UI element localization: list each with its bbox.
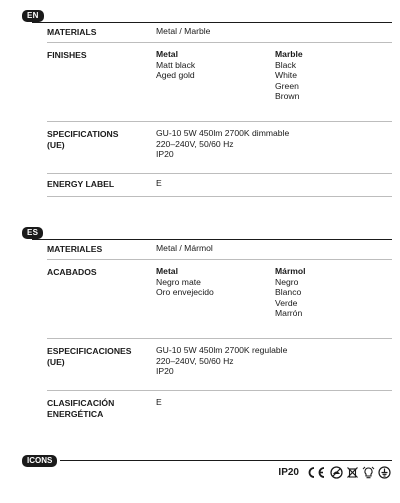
finish-item: Blanco	[275, 287, 302, 297]
finish-heading: Metal	[156, 49, 178, 59]
row-label-line: (UE)	[47, 139, 65, 150]
finish-item: Negro mate	[156, 276, 201, 287]
finish-column-metal	[156, 49, 275, 121]
finish-heading: Marble	[275, 49, 303, 59]
row-label: ACABADOS	[47, 267, 97, 277]
row-label	[47, 345, 156, 390]
row-specifications	[47, 339, 392, 391]
finish-heading: Mármol	[275, 266, 306, 276]
earthing-icon	[378, 466, 391, 479]
row-specifications	[47, 122, 392, 174]
row-label: MATERIALS	[47, 27, 97, 37]
row-materials	[47, 240, 392, 260]
ip-rating-label: IP20	[278, 466, 299, 478]
row-value	[156, 345, 392, 390]
finishes-columns	[156, 266, 392, 338]
row-label	[47, 128, 156, 173]
finish-item: Green	[275, 80, 299, 91]
finishes-columns	[156, 49, 392, 121]
spec-table-en	[47, 23, 392, 197]
row-energy-label	[47, 391, 392, 427]
spec-line: IP20	[156, 149, 174, 159]
ce-mark-icon	[305, 466, 327, 479]
row-energy-label	[47, 174, 392, 197]
row-label-line: (UE)	[47, 356, 65, 367]
certification-icons	[278, 466, 391, 479]
spec-line: 220–240V, 50/60 Hz	[156, 138, 234, 149]
language-tag-es: ES	[22, 227, 43, 239]
finish-column-marble	[275, 266, 392, 338]
spec-line: GU-10 5W 450lm 2700K regulable	[156, 345, 288, 355]
icons-divider	[60, 460, 392, 461]
row-finishes	[47, 260, 392, 339]
row-value: E	[156, 397, 162, 407]
row-value	[156, 128, 392, 173]
finish-item: Oro envejecido	[156, 287, 214, 297]
spec-line: GU-10 5W 450lm 2700K dimmable	[156, 128, 290, 138]
row-label	[47, 397, 156, 427]
row-label-line: CLASIFICACIÓN	[47, 398, 115, 408]
icons-tag: ICONS	[22, 455, 57, 467]
dimmable-icon	[362, 466, 375, 479]
finish-item: Verde	[275, 297, 298, 308]
finish-item: Aged gold	[156, 70, 195, 80]
row-value: Metal / Mármol	[156, 243, 213, 253]
row-label-line: ENERGÉTICA	[47, 408, 104, 419]
row-value: E	[156, 178, 162, 188]
row-label: FINISHES	[47, 50, 87, 60]
row-label-line: ESPECIFICACIONES	[47, 346, 132, 356]
row-label-line: SPECIFICATIONS	[47, 129, 119, 139]
row-label: ENERGY LABEL	[47, 179, 115, 189]
row-label: MATERIALES	[47, 244, 103, 254]
finish-item: Matt black	[156, 59, 196, 70]
no-sand-covering-icon	[330, 466, 343, 479]
finish-column-marble	[275, 49, 392, 121]
finish-item: Black	[275, 59, 297, 70]
spec-table-es	[47, 240, 392, 427]
finish-column-metal	[156, 266, 275, 338]
finish-item: Brown	[275, 91, 300, 101]
finish-item: White	[275, 70, 297, 80]
finish-item: Negro	[275, 276, 299, 287]
row-finishes	[47, 43, 392, 122]
row-value: Metal / Marble	[156, 26, 211, 36]
finish-heading: Metal	[156, 266, 178, 276]
weee-bin-icon	[346, 466, 359, 479]
finish-item: Marrón	[275, 308, 303, 318]
row-materials	[47, 23, 392, 43]
language-tag-en: EN	[22, 10, 44, 22]
spec-line: IP20	[156, 366, 174, 376]
spec-line: 220–240V, 50/60 Hz	[156, 355, 234, 366]
